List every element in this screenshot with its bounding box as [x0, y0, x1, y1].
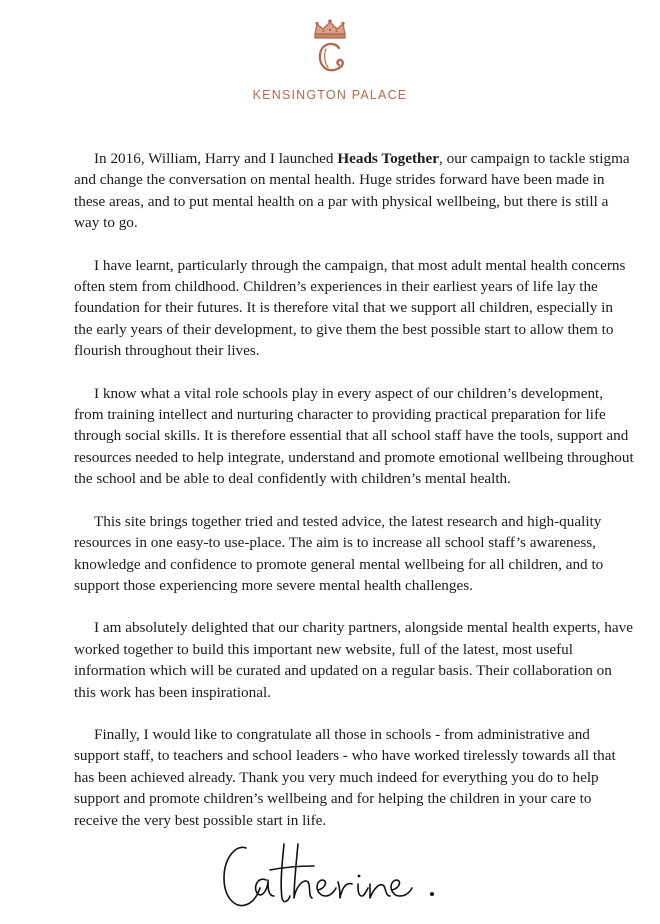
- palace-name: KENSINGTON PALACE: [252, 88, 408, 102]
- paragraph-text: , our campaign to tackle stigma and change the conversation on mental health. Huge strides forward have been made in these areas, and to put mental health on a par with physical wellbeing, but there is still a way to go.: [74, 150, 630, 232]
- letter-paragraph-6: Finally, I would like to congratulate all those in schools - from administrative and support staff, to teachers and school leaders - who have worked tirelessly towards all that has been achieved already. Thank you very much indeed for everything you do to help support and promote children’s wellbeing and for helping the children in your care to receive the very best possible start in life.: [74, 725, 616, 829]
- handwritten-signature: [218, 836, 448, 916]
- letter-paragraph-5: I am absolutely delighted that our charity partners, alongside mental health experts, have worked together to build this important new website, full of the latest, most useful information which will be curated and updated on a regular basis. Their collaboration on this work has been inspirational.: [74, 619, 633, 701]
- royal-crown-monogram-icon: [306, 18, 354, 80]
- campaign-name: Heads Together: [337, 150, 439, 167]
- paragraph-text: In 2016, William, Harry and I launched: [94, 150, 338, 167]
- letter-paragraph-4: This site brings together tried and tested advice, the latest research and high-quality resources in one easy-to use-place. The aim is to increase all school staff’s awareness, knowledge and confidence to promote general mental wellbeing for all children, and to support those experiencing more severe mental health challenges.: [74, 512, 604, 594]
- letterhead: [0, 18, 660, 102]
- letter-body: [74, 148, 634, 852]
- letter-paragraph-2: I have learnt, particularly through the campaign, that most adult mental health concerns often stem from childhood. Children’s experiences in their earliest years of life lay the foundation for their futures. It is therefore vital that we support all children, especially in the early years of their development, to give them the best possible start to allow them to flourish throughout their lives.: [74, 256, 626, 360]
- letter-paragraph-1: [74, 148, 634, 234]
- letter-paragraph-3: I know what a vital role schools play in every aspect of our children’s development, from training intellect and nurturing character to providing practical preparation for life through social skills. It is therefore essential that all school staff have the tools, support and resources needed to help integrate, understand and promote emotional wellbeing throughout the school and be able to deal confidently with children’s mental health.: [74, 384, 634, 488]
